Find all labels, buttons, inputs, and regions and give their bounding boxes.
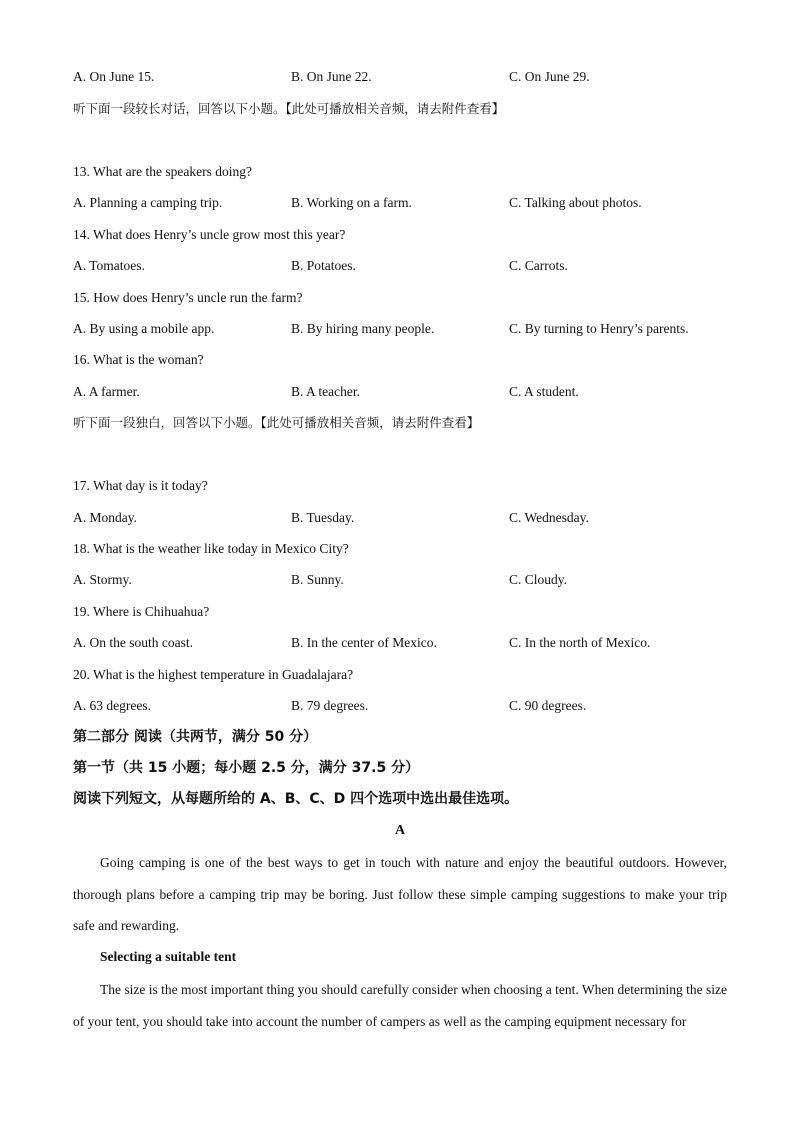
q15-option-c: C. By turning to Henry’s parents. [509,321,689,336]
q20-option-c: C. 90 degrees. [509,698,587,713]
passage-intro: Going camping is one of the best ways to get in touch with nature and enjoy the beautiful outdoors. However, thorough plans before a camping trip may be boring. Just follow these simple camping suggestions to make your trip safe and rewarding. [73,855,727,933]
q14-option-b: B. Potatoes. [291,258,356,273]
q19-option-a: A. On the south coast. [73,635,193,650]
q17-option-a: A. Monday. [73,510,137,525]
q16-option-a: A. A farmer. [73,384,140,399]
monologue-instruction: 听下面一段独白，回答以下小题。【此处可播放相关音频，请去附件查看】 [73,415,480,430]
q17-option-b: B. Tuesday. [291,510,355,525]
question-19: 19. Where is Chihuahua? [73,604,210,619]
part2-heading: 第二部分 阅读（共两节，满分 50 分） [73,729,318,745]
q14-option-c: C. Carrots. [509,258,568,273]
q15-option-b: B. By hiring many people. [291,321,435,336]
q18-option-c: C. Cloudy. [509,572,568,587]
q18-option-a: A. Stormy. [73,572,132,587]
q16-option-b: B. A teacher. [291,384,360,399]
q16-option-c: C. A student. [509,384,579,399]
q20-option-b: B. 79 degrees. [291,698,369,713]
q13-option-b: B. Working on a farm. [291,195,412,210]
q19-option-c: C. In the north of Mexico. [509,635,651,650]
reading-instruction: 阅读下列短文，从每题所给的 A、B、C、D 四个选项中选出最佳选项。 [73,791,519,807]
q12-option-a: A. On June 15. [73,69,155,84]
question-18: 18. What is the weather like today in Mexico City? [73,541,349,556]
q20-option-a: A. 63 degrees. [73,698,151,713]
q12-option-c: C. On June 29. [509,69,590,84]
q13-option-a: A. Planning a camping trip. [73,195,223,210]
question-20: 20. What is the highest temperature in Guadalajara? [73,667,354,682]
passage-label: A [394,823,406,838]
question-16: 16. What is the woman? [73,352,204,367]
long-dialogue-instruction: 听下面一段较长对话，回答以下小题。【此处可播放相关音频，请去附件查看】 [73,101,505,116]
question-15: 15. How does Henry’s uncle run the farm? [73,290,303,305]
q18-option-b: B. Sunny. [291,572,344,587]
question-17: 17. What day is it today? [73,478,208,493]
q19-option-b: B. In the center of Mexico. [291,635,437,650]
section1-heading: 第一节（共 15 小题；每小题 2.5 分，满分 37.5 分） [73,760,420,776]
q14-option-a: A. Tomatoes. [73,258,145,273]
q12-option-b: B. On June 22. [291,69,372,84]
q13-option-c: C. Talking about photos. [509,195,642,210]
q17-option-c: C. Wednesday. [509,510,589,525]
passage-body: The size is the most important thing you should carefully consider when choosing a tent. When determining the size of your tent, you should take into account the number of campers as well as the camping equipment necessary for [73,982,727,1029]
question-13: 13. What are the speakers doing? [73,164,252,179]
q15-option-a: A. By using a mobile app. [73,321,215,336]
passage-subheading: Selecting a suitable tent [100,949,237,964]
question-14: 14. What does Henry’s uncle grow most this year? [73,227,346,242]
